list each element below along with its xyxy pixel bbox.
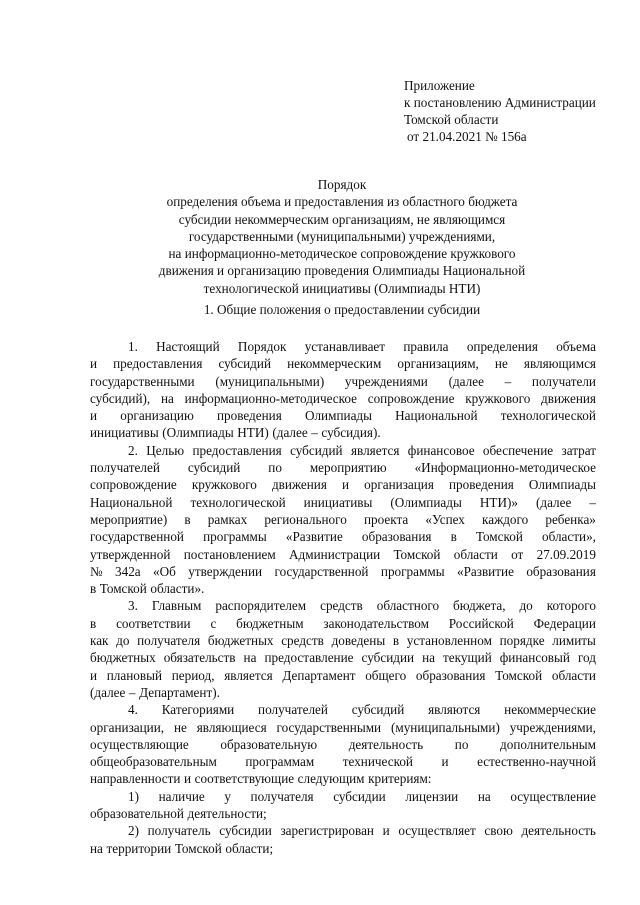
- text-line: № 342а «Об утверждении государственной программы «Развитие образования: [90, 563, 596, 579]
- title-line: движения и организацию проведения Олимпиады Национальной: [158, 263, 526, 279]
- text-line: и организацию проведения Олимпиады Национальной технологической: [90, 408, 596, 424]
- text-line: общеобразовательным программам технической и естественно-научной: [90, 754, 596, 770]
- paragraph: [90, 701, 596, 787]
- text-line: государственной программы «Развитие образования в Томской области»,: [90, 529, 596, 545]
- text-line: сопровождение кружкового движения и организация проведения Олимпиады: [90, 477, 596, 493]
- text-line: и плановый период, является Департамент общего образования Томской области: [90, 667, 596, 683]
- title-line: государственными (муниципальными) учреждениями,: [188, 228, 496, 244]
- document-title: [90, 176, 594, 297]
- title-line: на информационно-методическое сопровождение кружкового: [168, 246, 516, 262]
- appendix-line: от 21.04.2021 № 156а: [407, 129, 527, 144]
- paragraph: [90, 822, 596, 857]
- text-line: 3. Главным распорядителем средств областного бюджета, до которого: [128, 598, 596, 614]
- text-line: образовательной деятельности;: [90, 806, 267, 822]
- paragraph: [90, 788, 596, 823]
- text-line: 1) наличие у получателя субсидии лицензии на осуществление: [128, 788, 596, 804]
- text-line: (далее – Департамент).: [90, 684, 220, 700]
- text-line: осуществляющие образовательную деятельность по дополнительным: [90, 736, 596, 752]
- text-line: в Томской области».: [90, 581, 205, 597]
- text-line: Национальной технологической инициативы (Олимпиады НТИ)» (далее –: [90, 494, 596, 510]
- appendix-line: Томской области: [404, 112, 499, 127]
- text-line: бюджетных обязательств на предоставление субсидии на текущий финансовый год: [90, 650, 596, 666]
- text-line: 1. Настоящий Порядок устанавливает правила определения объема: [128, 339, 596, 354]
- paragraph: [90, 597, 596, 701]
- text-line: утвержденной постановлением Администрации Томской области от 27.09.2019: [90, 546, 596, 562]
- title-line: субсидии некоммерческим организациям, не являющимся: [178, 211, 506, 227]
- appendix-block: [404, 77, 596, 145]
- text-line: как до получателя бюджетных средств доведены в установленном порядке лимиты: [90, 633, 596, 649]
- text-line: на территории Томской области;: [90, 840, 274, 856]
- text-line: государственными (муниципальными) учреждениями (далее – получатели: [90, 373, 596, 389]
- body-text: [90, 338, 596, 857]
- section-heading: 1. Общие положения о предоставлении субсидии: [203, 302, 481, 317]
- text-line: получателей субсидий по мероприятию «Информационно-методическое: [90, 460, 596, 476]
- text-line: инициативы (Олимпиады НТИ) (далее – субсидия).: [90, 425, 381, 441]
- text-line: организации, не являющиеся государственными (муниципальными) учреждениями,: [90, 719, 596, 735]
- text-line: и предоставления субсидий некоммерческим организациям, не являющимся: [90, 356, 596, 372]
- paragraph: [90, 442, 596, 598]
- appendix-line: к постановлению Администрации: [404, 95, 596, 110]
- paragraph: [90, 338, 596, 442]
- title-line: технологической инициативы (Олимпиады НТИ): [203, 280, 481, 296]
- text-line: 4. Категориями получателей субсидий являются некоммерческие: [128, 702, 596, 718]
- text-line: направленности и соответствующие следующим критериям:: [90, 771, 432, 787]
- text-line: мероприятие) в рамках регионального проекта «Успех каждого ребенка»: [90, 511, 596, 527]
- text-line: в соответствии с бюджетным законодательством Российской Федерации: [90, 615, 596, 631]
- title-line: Порядок: [317, 177, 367, 192]
- appendix-line: Приложение: [404, 78, 475, 93]
- title-line: определения объема и предоставления из областного бюджета: [166, 194, 518, 210]
- text-line: субсидий), на информационно-методическое сопровождение кружкового движения: [90, 390, 596, 406]
- text-line: 2. Целью предоставления субсидий является финансовое обеспечение затрат: [128, 442, 596, 458]
- text-line: 2) получатель субсидии зарегистрирован и осуществляет свою деятельность: [128, 823, 596, 839]
